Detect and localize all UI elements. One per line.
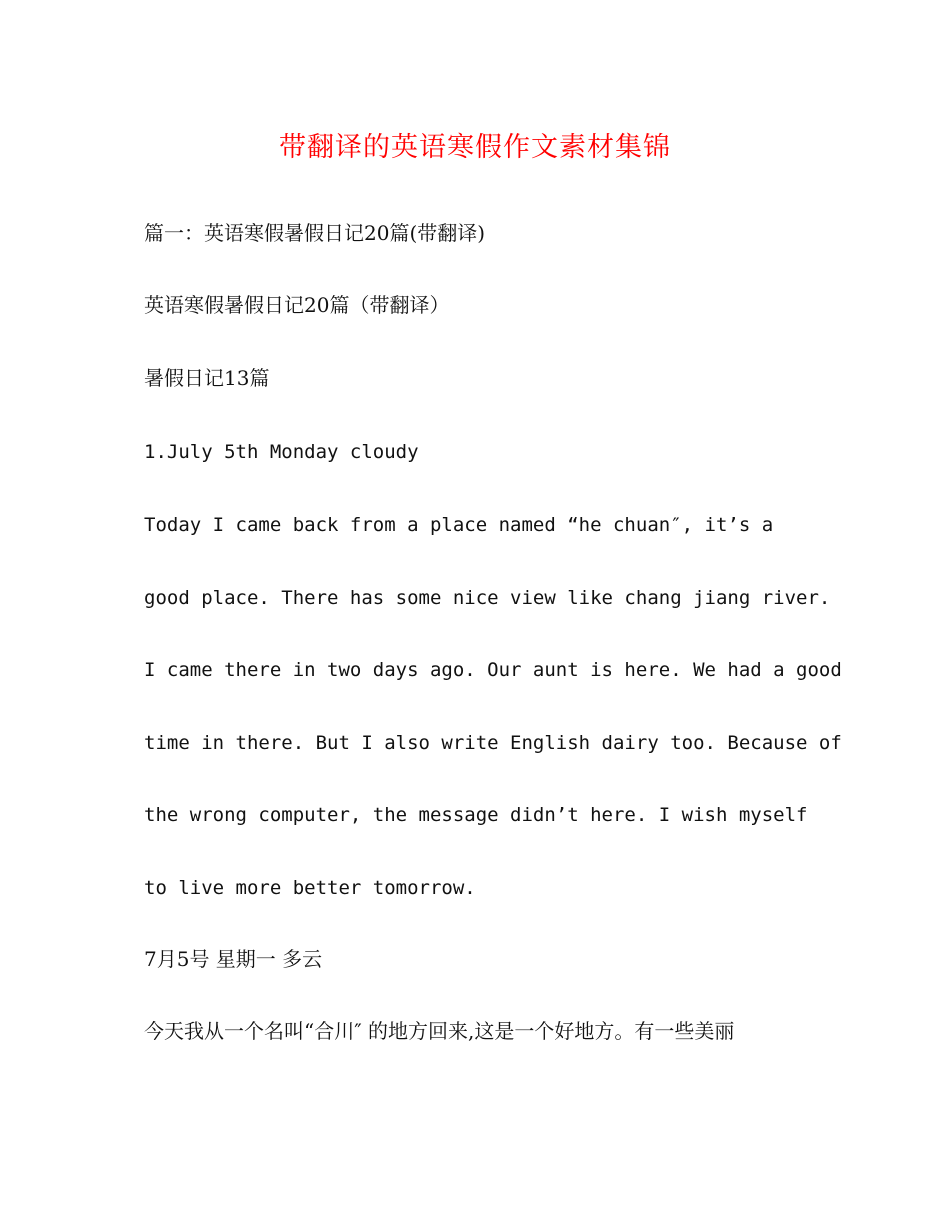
paragraph-line: to live more better tomorrow. <box>144 877 476 899</box>
paragraph-line: the wrong computer, the message didn’t here. I wish myself <box>144 804 808 826</box>
diary-entry-heading: 1.July 5th Monday cloudy <box>144 441 419 463</box>
paragraph-line: I came there in two days ago. Our aunt is here. We had a good <box>144 659 842 681</box>
document-title: 带翻译的英语寒假作文素材集锦 <box>279 132 671 163</box>
section-heading: 篇一：英语寒假暑假日记20篇(带翻译) <box>144 221 486 245</box>
translation-heading: 7月5号 星期一 多云 <box>144 947 323 971</box>
paragraph-line: time in there. But I also write English dairy too. Because of <box>144 732 842 754</box>
translation-line: 今天我从一个名叫“合川″ 的地方回来,这是一个好地方。有一些美丽 <box>144 1019 735 1043</box>
paragraph-line: good place. There has some nice view like chang jiang river. <box>144 587 831 609</box>
paragraph-line: Today I came back from a place named “he chuan″, it’s a <box>144 514 774 536</box>
subheading: 暑假日记13篇 <box>144 366 270 390</box>
subheading: 英语寒假暑假日记20篇（带翻译） <box>144 293 450 317</box>
